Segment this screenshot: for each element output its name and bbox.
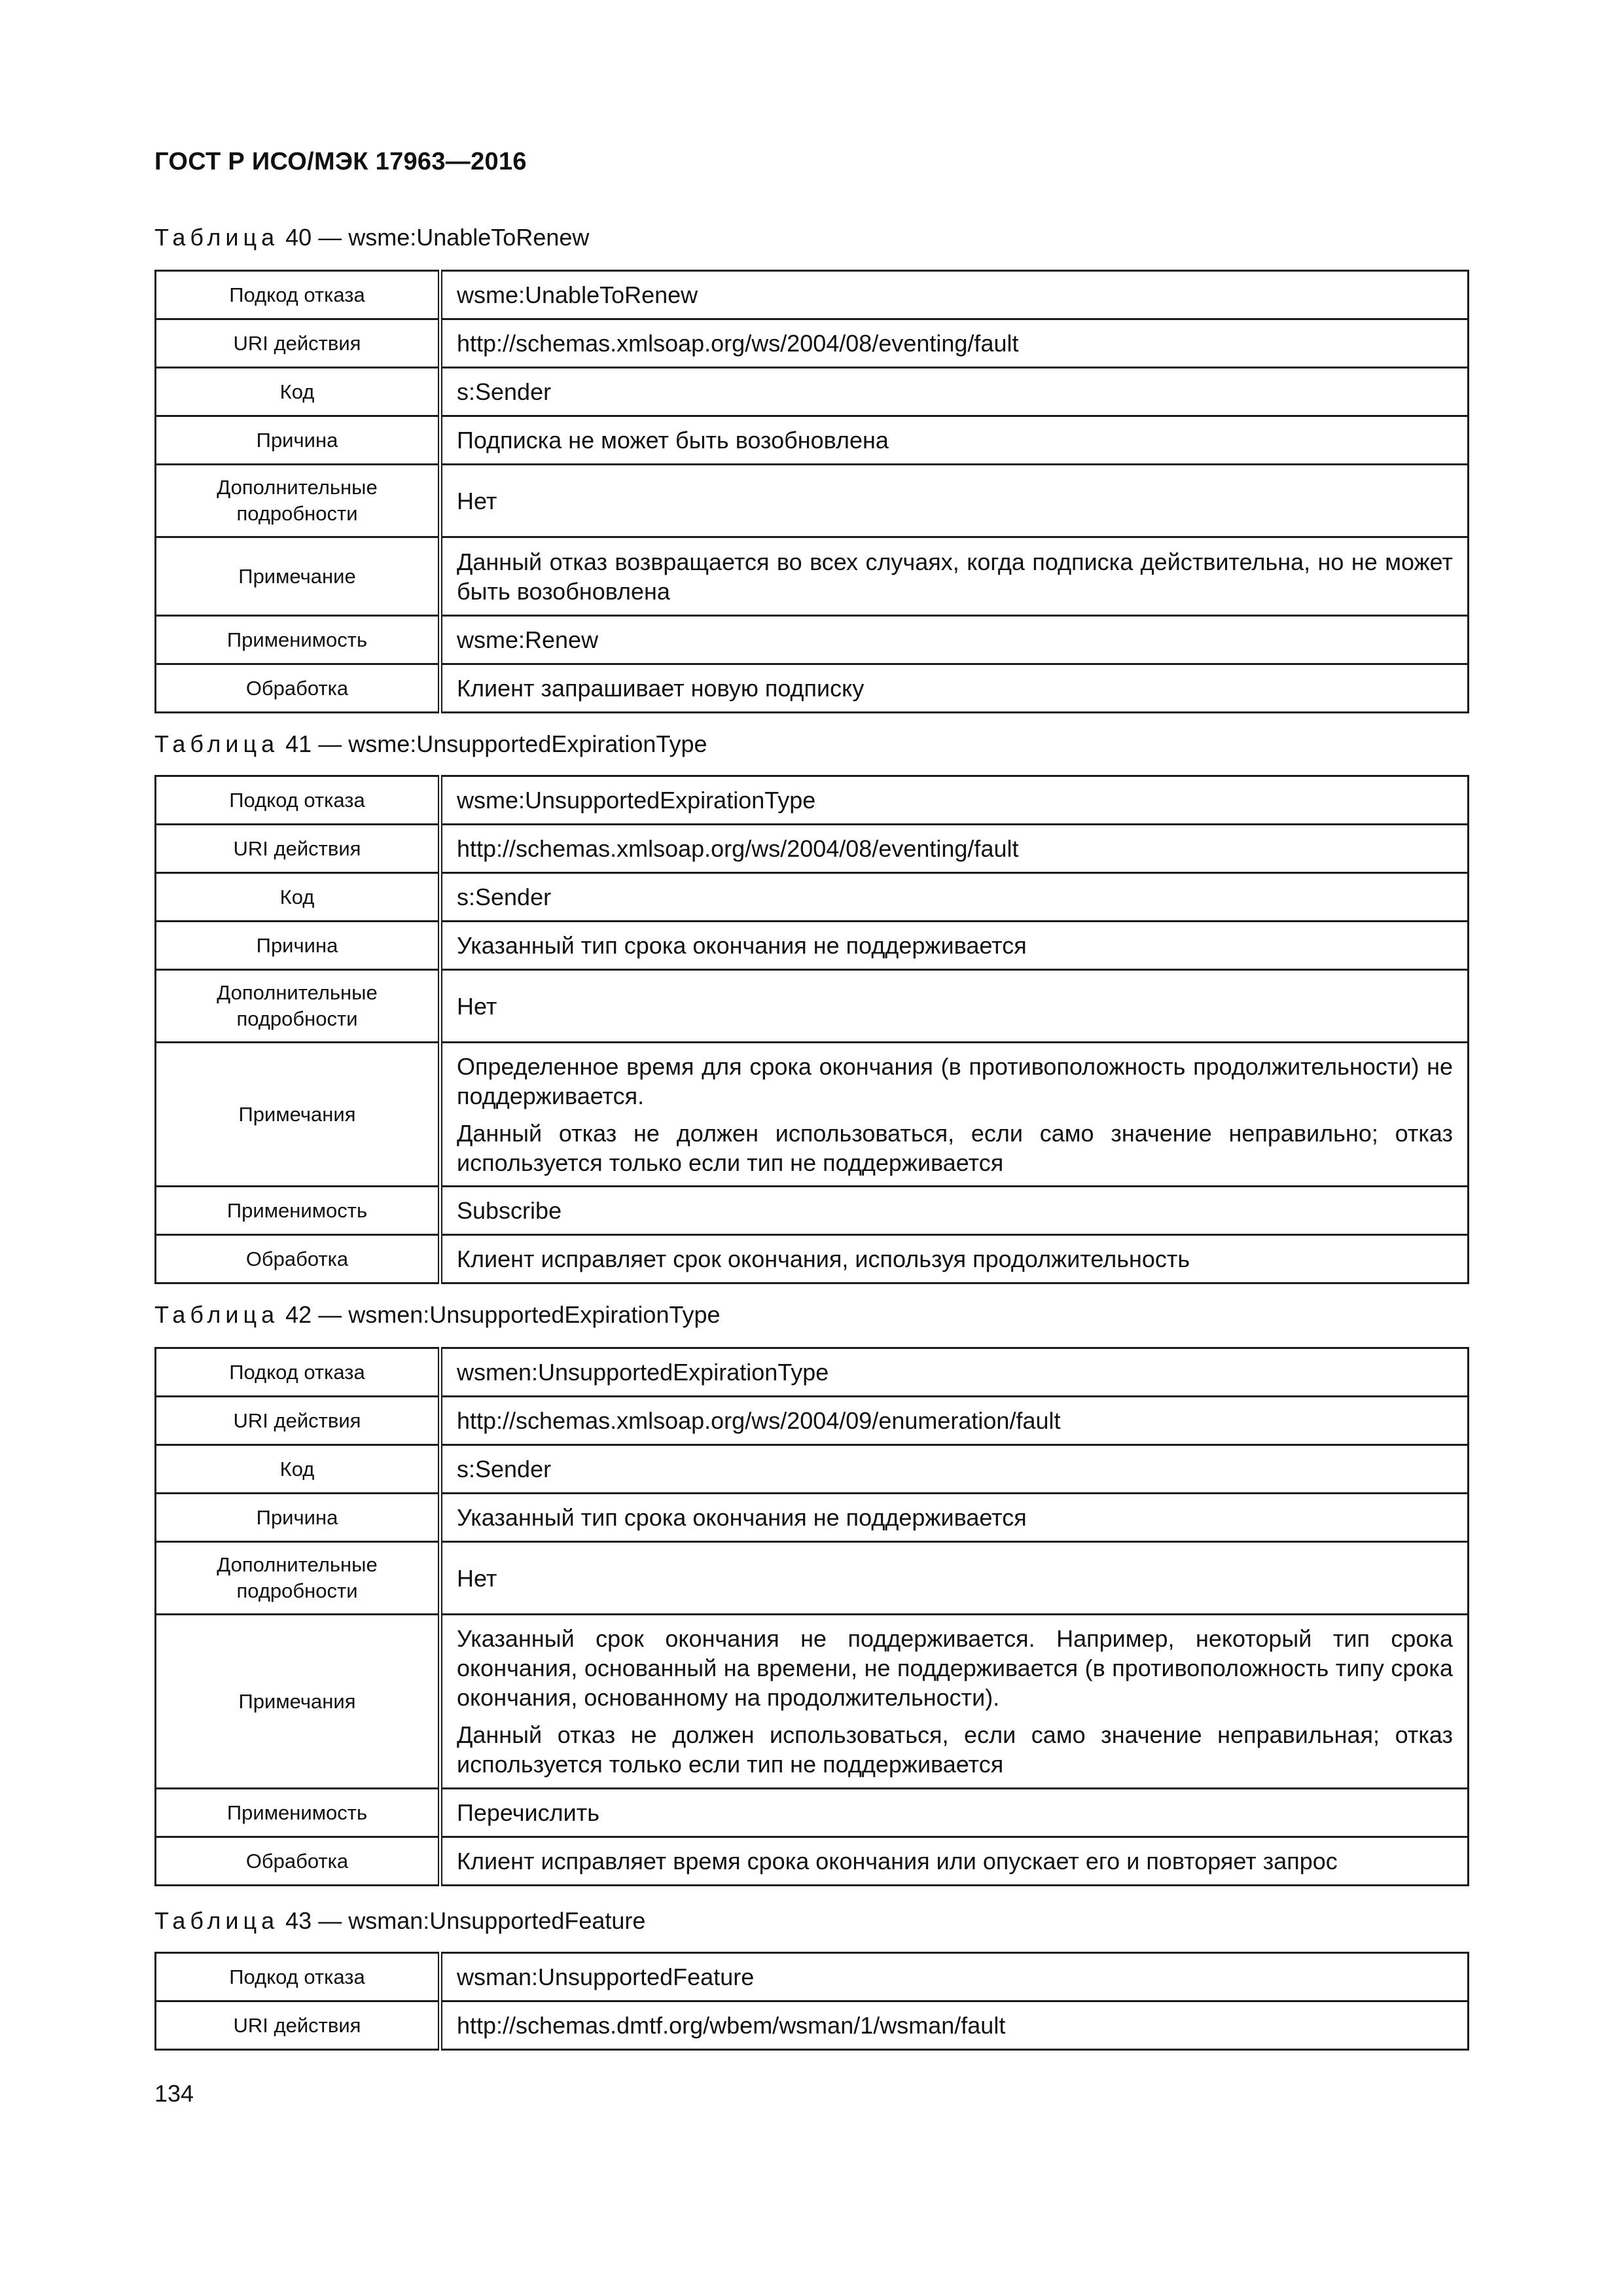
- row-value: [440, 537, 1469, 616]
- table-row: [156, 368, 1469, 416]
- row-value: [440, 970, 1469, 1043]
- value-text: Данный отказ не должен использоваться, если само значение неправильно; отказ используется только если тип не поддерживается: [457, 1119, 1453, 1176]
- table-row: [156, 1043, 1469, 1187]
- row-key: Код: [156, 1445, 440, 1494]
- value-text: wsme:Renew: [457, 626, 599, 653]
- table-row: [156, 1445, 1469, 1494]
- value-text: http://schemas.dmtf.org/wbem/wsman/1/wsman/fault: [457, 2012, 1006, 2039]
- value-text: Определенное время для срока окончания (в противоположность продолжительности) не поддерживается.: [457, 1052, 1453, 1109]
- row-key: Обработка: [156, 1837, 440, 1886]
- table-row: [156, 1789, 1469, 1837]
- row-value: [440, 873, 1469, 922]
- row-key: Причина: [156, 416, 440, 465]
- table-row: [156, 1494, 1469, 1542]
- row-value: [440, 1542, 1469, 1615]
- table-word: Таблица: [154, 1907, 279, 1934]
- value-text: Subscribe: [457, 1197, 562, 1224]
- table-title: 42 — wsmen:UnsupportedExpirationType: [279, 1301, 721, 1328]
- row-value: [440, 922, 1469, 970]
- value-text: s:Sender: [457, 1456, 552, 1482]
- row-value: [440, 1837, 1469, 1886]
- table-word: Таблица: [154, 224, 279, 251]
- row-value: [440, 664, 1469, 713]
- value-text: Нет: [457, 1564, 497, 1592]
- row-key: Обработка: [156, 664, 440, 713]
- table-row: [156, 825, 1469, 873]
- row-value: [440, 1187, 1469, 1235]
- row-key: URI действия: [156, 1397, 440, 1445]
- row-key: Дополнительные подробности: [156, 970, 440, 1043]
- table-title: 43 — wsman:UnsupportedFeature: [279, 1907, 646, 1934]
- value-text: Перечислить: [457, 1799, 599, 1826]
- row-value: [440, 271, 1469, 319]
- row-value: [440, 1494, 1469, 1542]
- row-value: [440, 416, 1469, 465]
- value-text: wsman:UnsupportedFeature: [457, 1964, 755, 1990]
- row-key: Применимость: [156, 616, 440, 664]
- value-text: s:Sender: [457, 884, 552, 910]
- row-key: Причина: [156, 1494, 440, 1542]
- table-title: 41 — wsme:UnsupportedExpirationType: [279, 730, 707, 757]
- table-row: [156, 922, 1469, 970]
- row-key: Код: [156, 368, 440, 416]
- table-row: [156, 970, 1469, 1043]
- row-key: Код: [156, 873, 440, 922]
- row-key: Дополнительные подробности: [156, 1542, 440, 1615]
- row-key: URI действия: [156, 319, 440, 368]
- table-row: [156, 1397, 1469, 1445]
- row-value: [440, 776, 1469, 825]
- table-row: [156, 2001, 1469, 2050]
- table-41-caption: [154, 730, 707, 758]
- table-row: [156, 1542, 1469, 1615]
- document-header: ГОСТ Р ИСО/МЭК 17963—2016: [154, 148, 527, 175]
- row-value: [440, 1043, 1469, 1187]
- row-key: Причина: [156, 922, 440, 970]
- table-row: [156, 1837, 1469, 1886]
- table-row: [156, 271, 1469, 319]
- row-key: Дополнительные подробности: [156, 465, 440, 537]
- row-key: Примечания: [156, 1615, 440, 1789]
- page-number: 134: [154, 2080, 194, 2107]
- table-40: [154, 270, 1469, 713]
- table-row: [156, 1187, 1469, 1235]
- row-value: [440, 1397, 1469, 1445]
- row-value: [440, 319, 1469, 368]
- row-key: Примечание: [156, 537, 440, 616]
- value-text: http://schemas.xmlsoap.org/ws/2004/09/enumeration/fault: [457, 1407, 1061, 1434]
- row-value: [440, 825, 1469, 873]
- row-key: Применимость: [156, 1187, 440, 1235]
- row-key: Подкод отказа: [156, 1953, 440, 2001]
- row-key: Обработка: [156, 1235, 440, 1283]
- value-text: Данный отказ не должен использоваться, если само значение неправильная; отказ используется только если тип не поддерживается: [457, 1721, 1453, 1778]
- value-text: Данный отказ возвращается во всех случаях, когда подписка действительна, но не может быть возобновлена: [457, 548, 1453, 605]
- row-key: Подкод отказа: [156, 271, 440, 319]
- value-text: http://schemas.xmlsoap.org/ws/2004/08/eventing/fault: [457, 330, 1019, 357]
- value-text: wsmen:UnsupportedExpirationType: [457, 1359, 829, 1386]
- row-key: URI действия: [156, 825, 440, 873]
- value-text: http://schemas.xmlsoap.org/ws/2004/08/eventing/fault: [457, 835, 1019, 862]
- table-row: [156, 1953, 1469, 2001]
- row-value: [440, 368, 1469, 416]
- row-value: [440, 1615, 1469, 1789]
- table-row: [156, 1615, 1469, 1789]
- value-text: Клиент запрашивает новую подписку: [457, 675, 865, 702]
- row-key: Применимость: [156, 1789, 440, 1837]
- row-key: Примечания: [156, 1043, 440, 1187]
- value-text: s:Sender: [457, 378, 552, 405]
- table-row: [156, 616, 1469, 664]
- value-text: Нет: [457, 992, 497, 1020]
- table-43-caption: [154, 1907, 645, 1935]
- row-value: [440, 1953, 1469, 2001]
- table-row: [156, 873, 1469, 922]
- value-text: Клиент исправляет время срока окончания или опускает его и повторяет запрос: [457, 1848, 1338, 1874]
- row-key: Подкод отказа: [156, 1348, 440, 1397]
- table-row: [156, 1348, 1469, 1397]
- table-41: [154, 775, 1469, 1284]
- table-row: [156, 465, 1469, 537]
- row-value: [440, 1789, 1469, 1837]
- table-42-caption: [154, 1301, 721, 1329]
- value-text: Указанный срок окончания не поддерживается. Например, некоторый тип срока окончания, основанный на времени, не поддерживается (в противоположность типу срока окончания, основанному на продолжительности).: [457, 1625, 1453, 1711]
- table-title: 40 — wsme:UnableToRenew: [279, 224, 590, 251]
- table-43: [154, 1952, 1469, 2051]
- row-value: [440, 1445, 1469, 1494]
- row-key: Подкод отказа: [156, 776, 440, 825]
- row-value: [440, 1348, 1469, 1397]
- table-42: [154, 1347, 1469, 1886]
- value-text: Нет: [457, 487, 497, 514]
- value-text: Клиент исправляет срок окончания, используя продолжительность: [457, 1246, 1190, 1272]
- table-row: [156, 416, 1469, 465]
- row-key: URI действия: [156, 2001, 440, 2050]
- row-value: [440, 465, 1469, 537]
- row-value: [440, 2001, 1469, 2050]
- value-text: Указанный тип срока окончания не поддерживается: [457, 1504, 1027, 1531]
- value-text: wsme:UnableToRenew: [457, 281, 698, 308]
- value-text: wsme:UnsupportedExpirationType: [457, 787, 816, 814]
- table-word: Таблица: [154, 730, 279, 757]
- table-row: [156, 537, 1469, 616]
- table-row: [156, 776, 1469, 825]
- value-text: Подписка не может быть возобновлена: [457, 427, 889, 454]
- table-40-caption: [154, 224, 589, 251]
- table-row: [156, 664, 1469, 713]
- row-value: [440, 1235, 1469, 1283]
- table-row: [156, 1235, 1469, 1283]
- value-text: Указанный тип срока окончания не поддерживается: [457, 932, 1027, 959]
- table-row: [156, 319, 1469, 368]
- row-value: [440, 616, 1469, 664]
- table-word: Таблица: [154, 1301, 279, 1328]
